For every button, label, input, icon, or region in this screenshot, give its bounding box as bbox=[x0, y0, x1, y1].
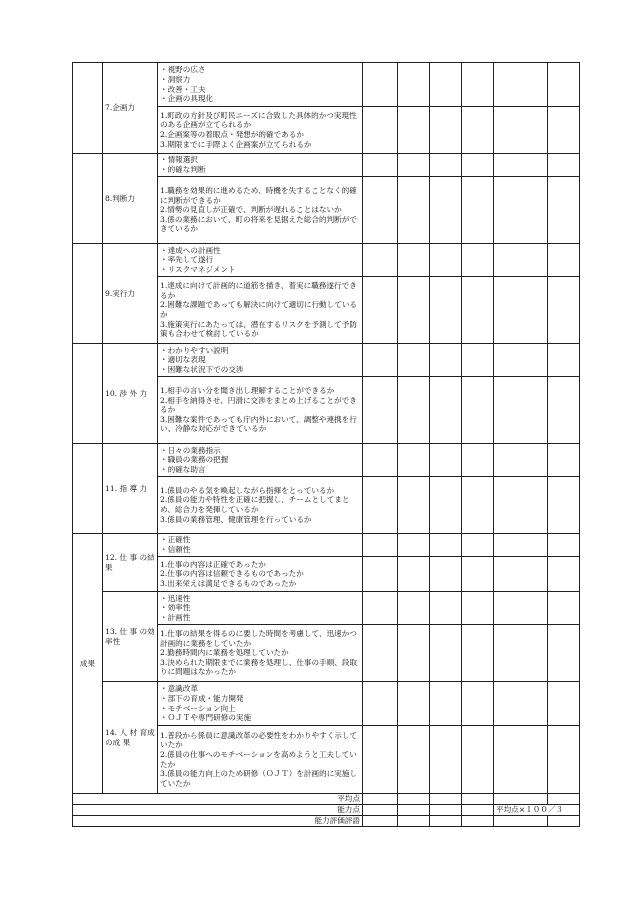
score-cell[interactable] bbox=[363, 154, 398, 177]
score-cell[interactable] bbox=[363, 63, 398, 107]
score-cell[interactable] bbox=[494, 277, 548, 344]
score-cell[interactable] bbox=[548, 154, 580, 177]
score-cell[interactable] bbox=[430, 377, 462, 444]
score-cell[interactable] bbox=[430, 344, 462, 377]
evaluation-table bbox=[72, 62, 580, 827]
ability-label: 能力点 bbox=[73, 805, 363, 816]
section-name: 13. 仕 事 の効率性 bbox=[103, 592, 158, 682]
section-keywords: ・視野の広さ ・洞察力 ・改善・工夫 ・企画の具現化 bbox=[158, 63, 363, 107]
section-14-keyword-row bbox=[73, 682, 580, 726]
score-cell[interactable] bbox=[548, 244, 580, 277]
ability-row bbox=[73, 805, 580, 816]
score-cell[interactable] bbox=[398, 107, 430, 154]
score-cell[interactable] bbox=[398, 726, 430, 794]
section-criteria: 1.係員のやる気を喚起しながら指揮をとっているか 2.係員の能力や特性を正確に把握し、チームとしてまとめ、総合力を発揮しているか 3.係員の業務管理、健康管理を行っているか bbox=[158, 477, 363, 534]
score-cell[interactable] bbox=[462, 534, 494, 557]
score-cell[interactable] bbox=[494, 154, 548, 177]
section-13-keyword-row bbox=[73, 592, 580, 625]
score-cell[interactable] bbox=[430, 477, 462, 534]
section-criteria: 1.相手の言い分を聞き出し理解することができるか 2.相手を納得させ、円滑に交渉をまとめ上げることができるか 3.困難な案件であっても庁内外において、調整や連携を行い、冷静な対応ができているか bbox=[158, 377, 363, 444]
score-cell[interactable] bbox=[494, 794, 548, 805]
score-cell[interactable] bbox=[430, 177, 462, 244]
score-cell[interactable] bbox=[462, 377, 494, 444]
score-cell[interactable] bbox=[462, 107, 494, 154]
score-cell[interactable] bbox=[548, 534, 580, 557]
score-cell[interactable] bbox=[398, 816, 430, 827]
section-criteria: 1.町政の方針及び町民ニーズに合致した具体的かつ実現性のある企画が立てられるか 2.企画案等の着眼点・発想が的確であるか 3.期限までに手際よく企画案が立てられるか bbox=[158, 107, 363, 154]
score-cell[interactable] bbox=[462, 63, 494, 107]
score-cell[interactable] bbox=[494, 557, 548, 592]
score-cell[interactable] bbox=[548, 682, 580, 726]
score-cell[interactable] bbox=[398, 63, 430, 107]
score-cell[interactable] bbox=[462, 154, 494, 177]
score-cell[interactable] bbox=[430, 557, 462, 592]
score-cell[interactable] bbox=[494, 444, 548, 477]
score-cell[interactable] bbox=[462, 726, 494, 794]
section-criteria: 1.普段から係員に意識改革の必要性をわかりやすく示していたか 2.係員の仕事へのモチベーションを高めようと工夫していたか 3.係員の能力向上のため研修（ＯＪＴ）を計画的に実施していたか bbox=[158, 726, 363, 794]
score-cell[interactable] bbox=[462, 277, 494, 344]
score-cell[interactable] bbox=[462, 344, 494, 377]
score-cell[interactable] bbox=[363, 444, 398, 477]
score-cell[interactable] bbox=[430, 107, 462, 154]
score-cell[interactable] bbox=[494, 625, 548, 682]
score-cell[interactable] bbox=[548, 625, 580, 682]
score-cell[interactable] bbox=[462, 816, 494, 827]
score-cell[interactable] bbox=[462, 177, 494, 244]
score-cell[interactable] bbox=[494, 107, 548, 154]
score-cell[interactable] bbox=[398, 377, 430, 444]
score-cell[interactable] bbox=[548, 107, 580, 154]
section-keywords: ・迅速性 ・効率性 ・計画性 bbox=[158, 592, 363, 625]
category-cell-blank-upper bbox=[73, 154, 103, 244]
score-cell[interactable] bbox=[494, 177, 548, 244]
section-name: 12. 仕 事 の結果 bbox=[103, 534, 158, 592]
score-cell[interactable] bbox=[363, 107, 398, 154]
comment-row bbox=[73, 816, 580, 827]
score-cell[interactable] bbox=[363, 592, 398, 625]
section-keywords: ・情報選択 ・的確な判断 bbox=[158, 154, 363, 177]
score-cell[interactable] bbox=[548, 277, 580, 344]
score-cell[interactable] bbox=[462, 794, 494, 805]
section-name: 10. 渉 外 力 bbox=[103, 344, 158, 444]
section-keywords: ・意識改革 ・部下の育成・能力開発 ・モチベーション向上 ・ＯＪＴや専門研修の実施 bbox=[158, 682, 363, 726]
score-cell[interactable] bbox=[494, 534, 548, 557]
section-11-keyword-row bbox=[73, 444, 580, 477]
section-12-keyword-row bbox=[73, 534, 580, 557]
section-7-keyword-row bbox=[73, 63, 580, 107]
score-cell[interactable] bbox=[494, 592, 548, 625]
ability-formula: 平均点×１００／３ bbox=[494, 805, 580, 816]
score-cell[interactable] bbox=[494, 477, 548, 534]
score-cell[interactable] bbox=[363, 344, 398, 377]
section-keywords: ・正確性 ・信頼性 bbox=[158, 534, 363, 557]
score-cell[interactable] bbox=[462, 477, 494, 534]
score-cell[interactable] bbox=[430, 794, 462, 805]
score-cell[interactable] bbox=[548, 444, 580, 477]
score-cell[interactable] bbox=[494, 682, 548, 726]
score-cell[interactable] bbox=[398, 625, 430, 682]
score-cell[interactable] bbox=[430, 682, 462, 726]
score-cell[interactable] bbox=[430, 534, 462, 557]
category-cell-blank-upper bbox=[73, 244, 103, 344]
score-cell[interactable] bbox=[462, 625, 494, 682]
score-cell[interactable] bbox=[494, 816, 548, 827]
score-cell[interactable] bbox=[430, 444, 462, 477]
score-cell[interactable] bbox=[363, 244, 398, 277]
section-criteria: 1.仕事の内容は正確であったか 2.仕事の内容は信頼できるものであったか 3.出来栄えは満足できるものであったか bbox=[158, 557, 363, 592]
score-cell[interactable] bbox=[462, 682, 494, 726]
score-cell[interactable] bbox=[363, 726, 398, 794]
score-cell[interactable] bbox=[363, 625, 398, 682]
score-cell[interactable] bbox=[548, 477, 580, 534]
score-cell[interactable] bbox=[548, 794, 580, 805]
score-cell[interactable] bbox=[494, 377, 548, 444]
category-cell-blank-upper bbox=[73, 63, 103, 154]
score-cell[interactable] bbox=[430, 244, 462, 277]
score-cell[interactable] bbox=[548, 377, 580, 444]
score-cell[interactable] bbox=[430, 726, 462, 794]
category-cell-blank-upper bbox=[73, 344, 103, 444]
score-cell[interactable] bbox=[398, 805, 430, 816]
score-cell[interactable] bbox=[548, 592, 580, 625]
score-cell[interactable] bbox=[430, 277, 462, 344]
score-cell[interactable] bbox=[398, 444, 430, 477]
score-cell[interactable] bbox=[430, 592, 462, 625]
score-cell[interactable] bbox=[430, 625, 462, 682]
section-8-keyword-row bbox=[73, 154, 580, 177]
score-cell[interactable] bbox=[430, 805, 462, 816]
score-cell[interactable] bbox=[363, 177, 398, 244]
score-cell[interactable] bbox=[363, 805, 398, 816]
score-cell[interactable] bbox=[398, 477, 430, 534]
score-cell[interactable] bbox=[462, 244, 494, 277]
score-cell[interactable] bbox=[430, 154, 462, 177]
score-cell[interactable] bbox=[363, 557, 398, 592]
score-cell[interactable] bbox=[494, 63, 548, 107]
section-keywords: ・達成への計画性 ・率先して遂行 ・リスクマネジメント bbox=[158, 244, 363, 277]
score-cell[interactable] bbox=[363, 682, 398, 726]
score-cell[interactable] bbox=[398, 244, 430, 277]
score-cell[interactable] bbox=[462, 805, 494, 816]
score-cell[interactable] bbox=[548, 816, 580, 827]
score-cell[interactable] bbox=[398, 557, 430, 592]
score-cell[interactable] bbox=[398, 154, 430, 177]
section-name: 14. 人 材 育成の成 果 bbox=[103, 682, 158, 794]
section-name: 7.企画力 bbox=[103, 63, 158, 154]
score-cell[interactable] bbox=[398, 592, 430, 625]
section-name: 11. 指 導 力 bbox=[103, 444, 158, 534]
score-cell[interactable] bbox=[462, 592, 494, 625]
score-cell[interactable] bbox=[398, 682, 430, 726]
category-label: 成果 bbox=[73, 534, 103, 794]
score-cell[interactable] bbox=[430, 63, 462, 107]
score-cell[interactable] bbox=[398, 177, 430, 244]
score-cell[interactable] bbox=[398, 344, 430, 377]
section-name: 8.判断力 bbox=[103, 154, 158, 244]
score-cell[interactable] bbox=[548, 557, 580, 592]
score-cell[interactable] bbox=[430, 816, 462, 827]
score-cell[interactable] bbox=[398, 277, 430, 344]
score-cell[interactable] bbox=[398, 534, 430, 557]
section-criteria: 1.達成に向けて計画的に道筋を描き、着実に職務遂行できるか 2.困難な課題であっても解決に向けて適切に行動しているか 3.施策実行にあたっては、潜在するリスクを予測して予防策も合わせて検討しているか bbox=[158, 277, 363, 344]
section-criteria: 1.職務を効果的に進めるため、時機を失することなく的確に判断ができるか 2.情勢の見直しが正確で、判断が遅れることはないか 3.係の業務において、町の将来を見据えた総合的判断ができているか bbox=[158, 177, 363, 244]
comment-label: 能力評価評語 bbox=[73, 816, 363, 827]
score-cell[interactable] bbox=[363, 816, 398, 827]
score-cell[interactable] bbox=[494, 244, 548, 277]
score-cell[interactable] bbox=[548, 63, 580, 107]
score-cell[interactable] bbox=[462, 557, 494, 592]
score-cell[interactable] bbox=[363, 377, 398, 444]
section-10-keyword-row bbox=[73, 344, 580, 377]
section-criteria: 1.仕事の結果を得るのに要した時間を考慮して、迅速かつ計画的に業務をしていたか 2.勤務時間内に業務を処理していたか 3.決められた期限までに業務を処理し、仕事の手順、段取りに問題はなかったか bbox=[158, 625, 363, 682]
score-cell[interactable] bbox=[548, 344, 580, 377]
section-keywords: ・日々の業務指示 ・職員の業務の把握 ・的確な助言 bbox=[158, 444, 363, 477]
section-name: 9.実行力 bbox=[103, 244, 158, 344]
score-cell[interactable] bbox=[363, 277, 398, 344]
score-cell[interactable] bbox=[363, 534, 398, 557]
average-label: 平均点 bbox=[73, 794, 363, 805]
score-cell[interactable] bbox=[548, 726, 580, 794]
score-cell[interactable] bbox=[462, 444, 494, 477]
section-keywords: ・わかりやすい説明 ・適切な表現 ・困難な状況下での交渉 bbox=[158, 344, 363, 377]
category-cell-blank-upper bbox=[73, 444, 103, 534]
score-cell[interactable] bbox=[363, 794, 398, 805]
score-cell[interactable] bbox=[548, 177, 580, 244]
score-cell[interactable] bbox=[494, 726, 548, 794]
score-cell[interactable] bbox=[494, 344, 548, 377]
average-row bbox=[73, 794, 580, 805]
score-cell[interactable] bbox=[363, 477, 398, 534]
score-cell[interactable] bbox=[398, 794, 430, 805]
section-9-keyword-row bbox=[73, 244, 580, 277]
